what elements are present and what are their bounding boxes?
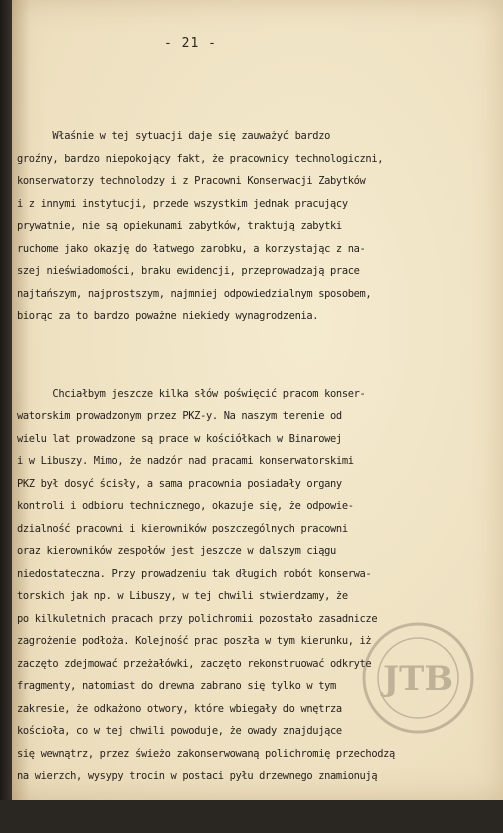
- text-line: oraz kierowników zespołów jest jeszcze w dalszym ciągu: [17, 545, 336, 557]
- text-line: po kilkuletnich pracach przy polichromii pozostało zasadnicze: [17, 612, 378, 625]
- text-line: zaczęto zdejmować przeżałówki, zaczęto rekonstruować odkryte: [17, 657, 372, 670]
- text-line: zagrożenie podłoża. Kolejność prac poszła w tym kierunku, iż: [17, 635, 372, 647]
- text-line: groźny, bardzo niepokojący fakt, że pracownicy technologiczni,: [17, 152, 384, 165]
- text-line: prywatnie, nie są opiekunami zabytków, traktują zabytki: [17, 220, 342, 232]
- text-line: PKZ był dosyć ścisły, a sama pracownia posiadały organy: [17, 477, 342, 490]
- text-line: szej nieświadomości, braku ewidencji, przeprowadzają prace: [17, 265, 360, 277]
- archive-stamp-watermark: [358, 618, 478, 738]
- text-line: wielu lat prowadzone są prace w kościółkach w Binarowej: [17, 432, 342, 445]
- text-line: Właśnie w tej sytuacji daje się zauważyć bardzo: [17, 130, 331, 142]
- text-line: na wierzch, wysypy trocin w postaci pyłu drzewnego znamionują: [17, 770, 378, 782]
- text-line: dzialność pracowni i kierowników poszczególnych pracowni: [17, 522, 348, 535]
- text-line: kościoła, co w tej chwili powoduje, że owady znajdujące: [17, 725, 342, 737]
- text-line: torskich jak np. w Libuszy, w tej chwili stwierdzamy, że: [17, 590, 348, 602]
- text-line: ruchome jako okazję do łatwego zarobku, a korzystając z na-: [17, 242, 366, 255]
- text-line: najtańszym, najprostszym, najmniej odpowiedzialnym sposobem,: [17, 287, 372, 300]
- text-line: niedostateczna. Przy prowadzeniu tak długich robót konserwa-: [17, 567, 372, 580]
- text-line: Chciałbym jeszcze kilka słów poświęcić pracom konser-: [17, 387, 366, 400]
- text-line: fragmenty, natomiast do drewna zabrano się tylko w tym: [17, 680, 336, 692]
- text-line: zakresie, że odkażono otwory, które wbiegały do wnętrza: [17, 702, 342, 715]
- book-binding-edge: [0, 0, 12, 800]
- text-line: i w Libuszy. Mimo, że nadzór nad pracami konserwatorskimi: [17, 455, 354, 467]
- text-line: kontroli i odbioru technicznego, okazuje się, że odpowie-: [17, 500, 354, 512]
- page-number: - 21 -: [164, 36, 217, 51]
- paragraph-1: [17, 125, 503, 328]
- text-line: watorskim prowadzonym przez PKZ-y. Na naszym terenie od: [17, 410, 342, 422]
- text-line: się wewnątrz, przez świeżo zakonserwowaną polichromię przechodzą: [17, 747, 395, 760]
- text-line: konserwatorzy technolodzy i z Pracowni Konserwacji Zabytków: [17, 175, 366, 187]
- text-line: biorąc za to bardzo poważne niekiedy wynagrodzenia.: [17, 310, 319, 322]
- text-line: i z innymi instytucji, przede wszystkim jednak pracujący: [17, 197, 348, 210]
- stamp-monogram: JTB: [382, 659, 454, 699]
